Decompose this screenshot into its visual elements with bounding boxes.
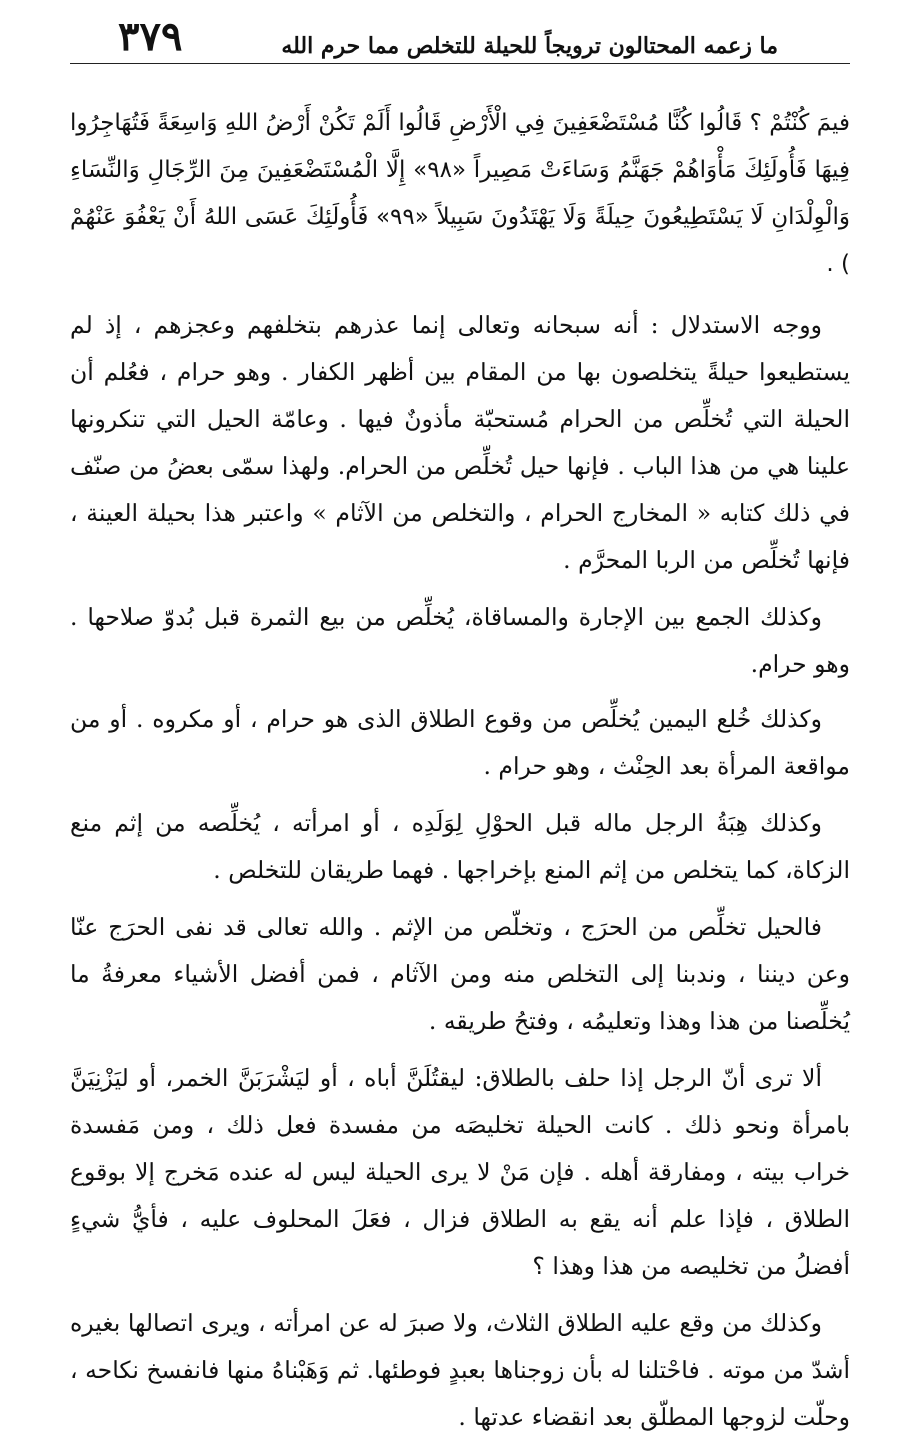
body-paragraph: وكذلك هِبَةُ الرجل ماله قبل الحوْلِ لِوَلَدِه ، أو امرأته ، يُخلِّصه من إثم منع الزكاة، كما يتخلص من إثم المنع بإخراجها . فهما طريقان للتخلص . bbox=[70, 809, 850, 884]
book-page bbox=[70, 13, 850, 1431]
body-paragraph: وكذلك الجمع بين الإجارة والمساقاة، يُخلِّص من بيع الثمرة قبل بُدوّ صلاحها . وهو حرام. bbox=[70, 603, 850, 678]
body-paragraph: ألا ترى أنّ الرجل إذا حلف بالطلاق: ليقتُلَنَّ أباه ، أو ليَشْرَبَنَّ الخمر، أو ليَزْنِيَنَّ بامرأة ونحو ذلك . كانت الحيلة تخليصَه من مفسدة فعل ذلك ، ومن مَفسدة خراب بيته ، ومفارقة أهله . فإن مَنْ لا يرى الحيلة ليس له عنده مَخرج إلا بوقوع الطلاق ، فإذا علم أنه يقع به الطلاق فزال ، فعَلَ المحلوف عليه ، فأيُّ شيءٍ أفضلُ من تخليصه من هذا وهذا ؟ bbox=[70, 1064, 850, 1280]
body-paragraph: ووجه الاستدلال : أنه سبحانه وتعالى إنما عذرهم بتخلفهم وعجزهم ، إذ لم يستطيعوا حيلةً يتخلصون بها من المقام بين أظهر الكفار . وهو حرام ، فعُلم أن الحيلة التي تُخلِّص من الحرام مُستحبّة مأذونٌ فيها . وعامّة الحيل التي تنكرونها علينا هي من هذا الباب . فإنها حيل تُخلِّص من الحرام. ولهذا سمّى بعضُ من صنّف في ذلك كتابه « المخارج الحرام ، والتخلص من الآثام » واعتبر هذا بحيلة العينة ، فإنها تُخلِّص من الربا المحرَّم . bbox=[70, 311, 850, 574]
page-body bbox=[70, 100, 850, 1441]
running-title: ما زعمه المحتالون ترويجاً للحيلة للتخلص مما حرم الله bbox=[281, 33, 778, 59]
quran-verse-paragraph: فيمَ كُنْتُمْ ؟ قَالُوا كُنَّا مُسْتَضْعَفِينَ فِي الْأَرْضِ قَالُوا أَلَمْ تَكُنْ أَرْضُ اللهِ وَاسِعَةً فَتُهَاجِرُوا فِيهَا فَأُولَئِكَ مَأْوَاهُمْ جَهَنَّمُ وَسَاءَتْ مَصِيراً «٩٨» إِلَّا الْمُسْتَضْعَفِينَ مِنَ الرِّجَالِ وَالنِّسَاءِ وَالْوِلْدَانِ لَا يَسْتَطِيعُونَ حِيلَةً وَلَا يَهْتَدُونَ سَبِيلاً «٩٩» فَأُولَئِكَ عَسَى اللهُ أَنْ يَعْفُوَ عَنْهُمْ ) . bbox=[70, 110, 850, 277]
page-number: ٣٧٩ bbox=[118, 13, 183, 60]
body-paragraph: فالحيل تخلِّص من الحرَج ، وتخلّص من الإثم . والله تعالى قد نفى الحرَج عنّا وعن ديننا ، وندبنا إلى التخلص منه ومن الآثام ، فمن أفضل الأشياء معرفةُ ما يُخلِّصنا من هذا وهذا وتعليمُه ، وفتحُ طريقه . bbox=[70, 913, 850, 1035]
body-paragraph: وكذلك خُلع اليمين يُخلِّص من وقوع الطلاق الذى هو حرام ، أو مكروه . أو من مواقعة المرأة بعد الحِنْث ، وهو حرام . bbox=[70, 705, 850, 780]
page-header bbox=[70, 14, 850, 64]
body-paragraph: وكذلك من وقع عليه الطلاق الثلاث، ولا صبرَ له عن امرأته ، ويرى اتصالها بغيره أشدّ من موته . فاحْتلنا له بأن زوجناها بعبدٍ فوطئها. ثم وَهَبْناهُ منها فانفسخ نكاحه ، وحلّت لزوجها المطلّق بعد انقضاء عدتها . bbox=[70, 1309, 850, 1431]
